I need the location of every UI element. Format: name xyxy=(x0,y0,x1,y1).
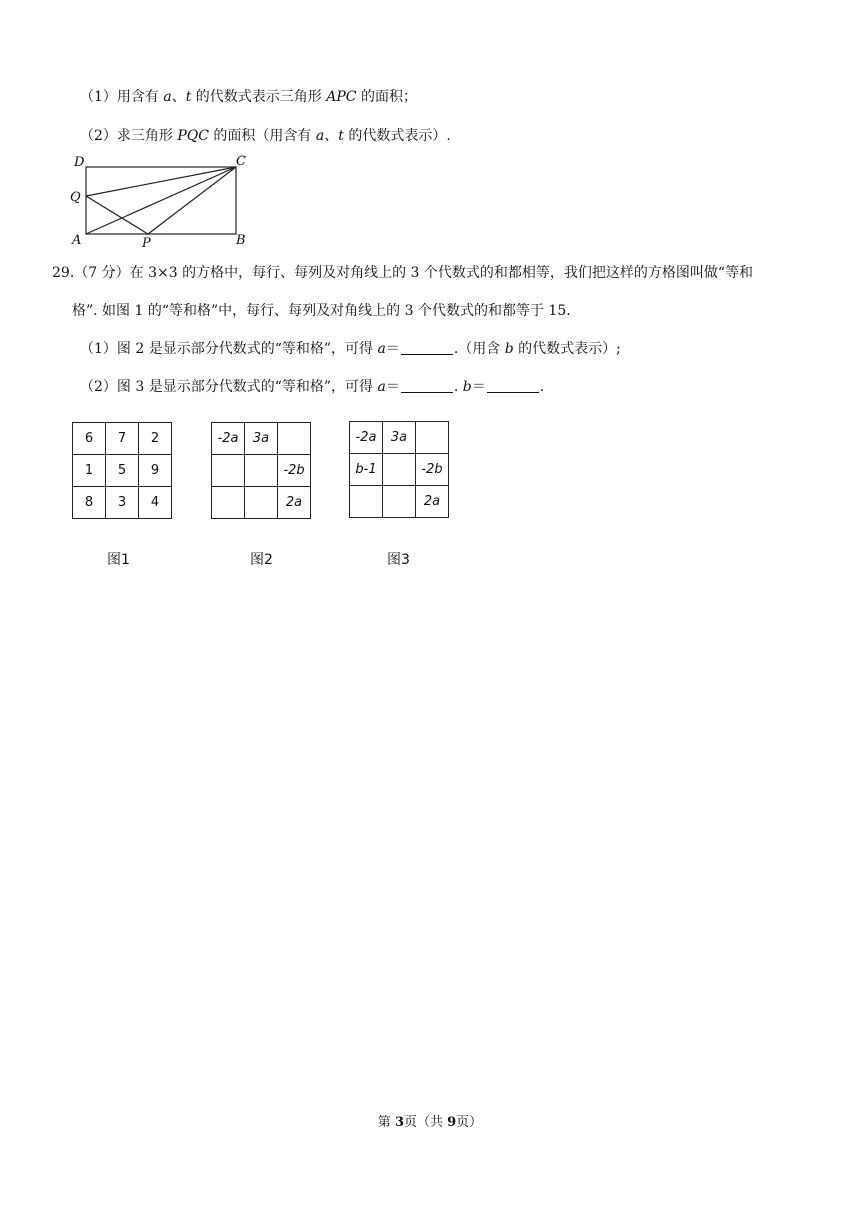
q28-part2 xyxy=(80,126,451,146)
equals: ＝ xyxy=(471,379,486,395)
text: 页） xyxy=(456,1115,483,1130)
grid-row xyxy=(212,455,311,487)
text: 、 xyxy=(324,128,339,144)
grid-row xyxy=(350,486,449,518)
figure-3-grid xyxy=(349,421,449,518)
var-t: t xyxy=(338,128,344,144)
text: 的代数式表示）; xyxy=(513,341,621,357)
grid-cell xyxy=(383,454,416,486)
grid-cell: 4 xyxy=(139,487,172,519)
grid-cell: 3 xyxy=(106,487,139,519)
grid-cell: -2b xyxy=(278,455,311,487)
label-p: P xyxy=(142,236,151,248)
grid-cell: 1 xyxy=(73,455,106,487)
grid-cell: 9 xyxy=(139,455,172,487)
grid-cell: 2 xyxy=(139,423,172,455)
grid-cell xyxy=(245,487,278,519)
label-d: D xyxy=(74,155,85,170)
answer-blank xyxy=(401,340,453,355)
grid-cell xyxy=(245,455,278,487)
grid-cell: 6 xyxy=(73,423,106,455)
grid-cell: 2a xyxy=(278,487,311,519)
figure-2-caption: 图2 xyxy=(250,552,273,568)
grid-cell xyxy=(350,486,383,518)
page-total: 9 xyxy=(447,1115,457,1130)
text: （2）图 3 是显示部分代数式的“等和格”，可得 xyxy=(80,379,378,395)
segment-qc xyxy=(86,167,236,196)
grid-row xyxy=(350,454,449,486)
text: （1）图 2 是显示部分代数式的“等和格”，可得 xyxy=(80,341,378,357)
grid-cell: -2a xyxy=(212,423,245,455)
figure-1-caption: 图1 xyxy=(107,552,130,568)
equals: ＝ xyxy=(385,379,400,395)
equals: ＝ xyxy=(385,341,400,357)
page-footer xyxy=(0,1111,860,1130)
page-number: 3 xyxy=(394,1115,404,1130)
q28-part1 xyxy=(80,87,417,107)
text: （1）用含有 xyxy=(80,89,164,105)
grid-cell: 8 xyxy=(73,487,106,519)
figure-3-caption: 图3 xyxy=(387,552,410,568)
answer-blank-b xyxy=(487,378,539,393)
q29-stem-line2: 格”. 如图 1 的“等和格”中，每行、每列及对角线上的 3 个代数式的和都等于 15. xyxy=(72,303,571,319)
text: 页（共 xyxy=(403,1115,448,1130)
text: 、 xyxy=(171,89,186,105)
grid-row xyxy=(73,487,172,519)
grid-cell xyxy=(212,487,245,519)
var-b: b xyxy=(462,379,472,395)
label-a: A xyxy=(72,233,82,248)
text: （2）求三角形 xyxy=(80,128,178,144)
segment-qp xyxy=(86,196,148,234)
grid-cell xyxy=(212,455,245,487)
var-a: a xyxy=(315,128,325,144)
text: 的面积（用含有 xyxy=(208,128,316,144)
grid-cell: b-1 xyxy=(350,454,383,486)
var-a: a xyxy=(377,341,386,357)
figure-2-grid xyxy=(211,422,311,519)
grid-row xyxy=(212,423,311,455)
grid-cell xyxy=(278,423,311,455)
grid-cell: 7 xyxy=(106,423,139,455)
text: .（用含 xyxy=(453,341,505,357)
triangle-name: APC xyxy=(326,89,357,105)
figure-1-grid xyxy=(72,422,172,519)
rectangle-figure xyxy=(66,152,256,248)
text: . xyxy=(539,379,545,395)
answer-blank-a xyxy=(401,378,453,393)
text: 的面积； xyxy=(356,89,417,105)
grid-cell: 3a xyxy=(383,422,416,454)
grid-row xyxy=(212,487,311,519)
grid-row xyxy=(350,422,449,454)
q29-part2 xyxy=(80,377,544,397)
grid-cell: 5 xyxy=(106,455,139,487)
q29-stem-line1: 29.（7 分）在 3×3 的方格中，每行、每列及对角线上的 3 个代数式的和都相等，我们把这样的方格图叫做“等和 xyxy=(52,265,754,281)
grid-row xyxy=(73,423,172,455)
text: 的代数式表示）. xyxy=(343,128,451,144)
text: 的代数式表示三角形 xyxy=(191,89,327,105)
var-a: a xyxy=(163,89,172,105)
grid-cell: -2b xyxy=(416,454,449,486)
grid-cell: 3a xyxy=(245,423,278,455)
grid-row xyxy=(73,455,172,487)
label-q: Q xyxy=(70,190,81,205)
var-a: a xyxy=(377,379,386,395)
text: . xyxy=(453,379,463,395)
grid-cell xyxy=(383,486,416,518)
grid-cell xyxy=(416,422,449,454)
var-b: b xyxy=(504,341,514,357)
var-t: t xyxy=(185,89,192,105)
triangle-name: PQC xyxy=(177,128,209,144)
label-b: B xyxy=(236,233,246,248)
grid-cell: -2a xyxy=(350,422,383,454)
label-c: C xyxy=(236,154,246,169)
grid-cell: 2a xyxy=(416,486,449,518)
text: 第 xyxy=(377,1115,395,1130)
q29-part1 xyxy=(80,339,621,359)
